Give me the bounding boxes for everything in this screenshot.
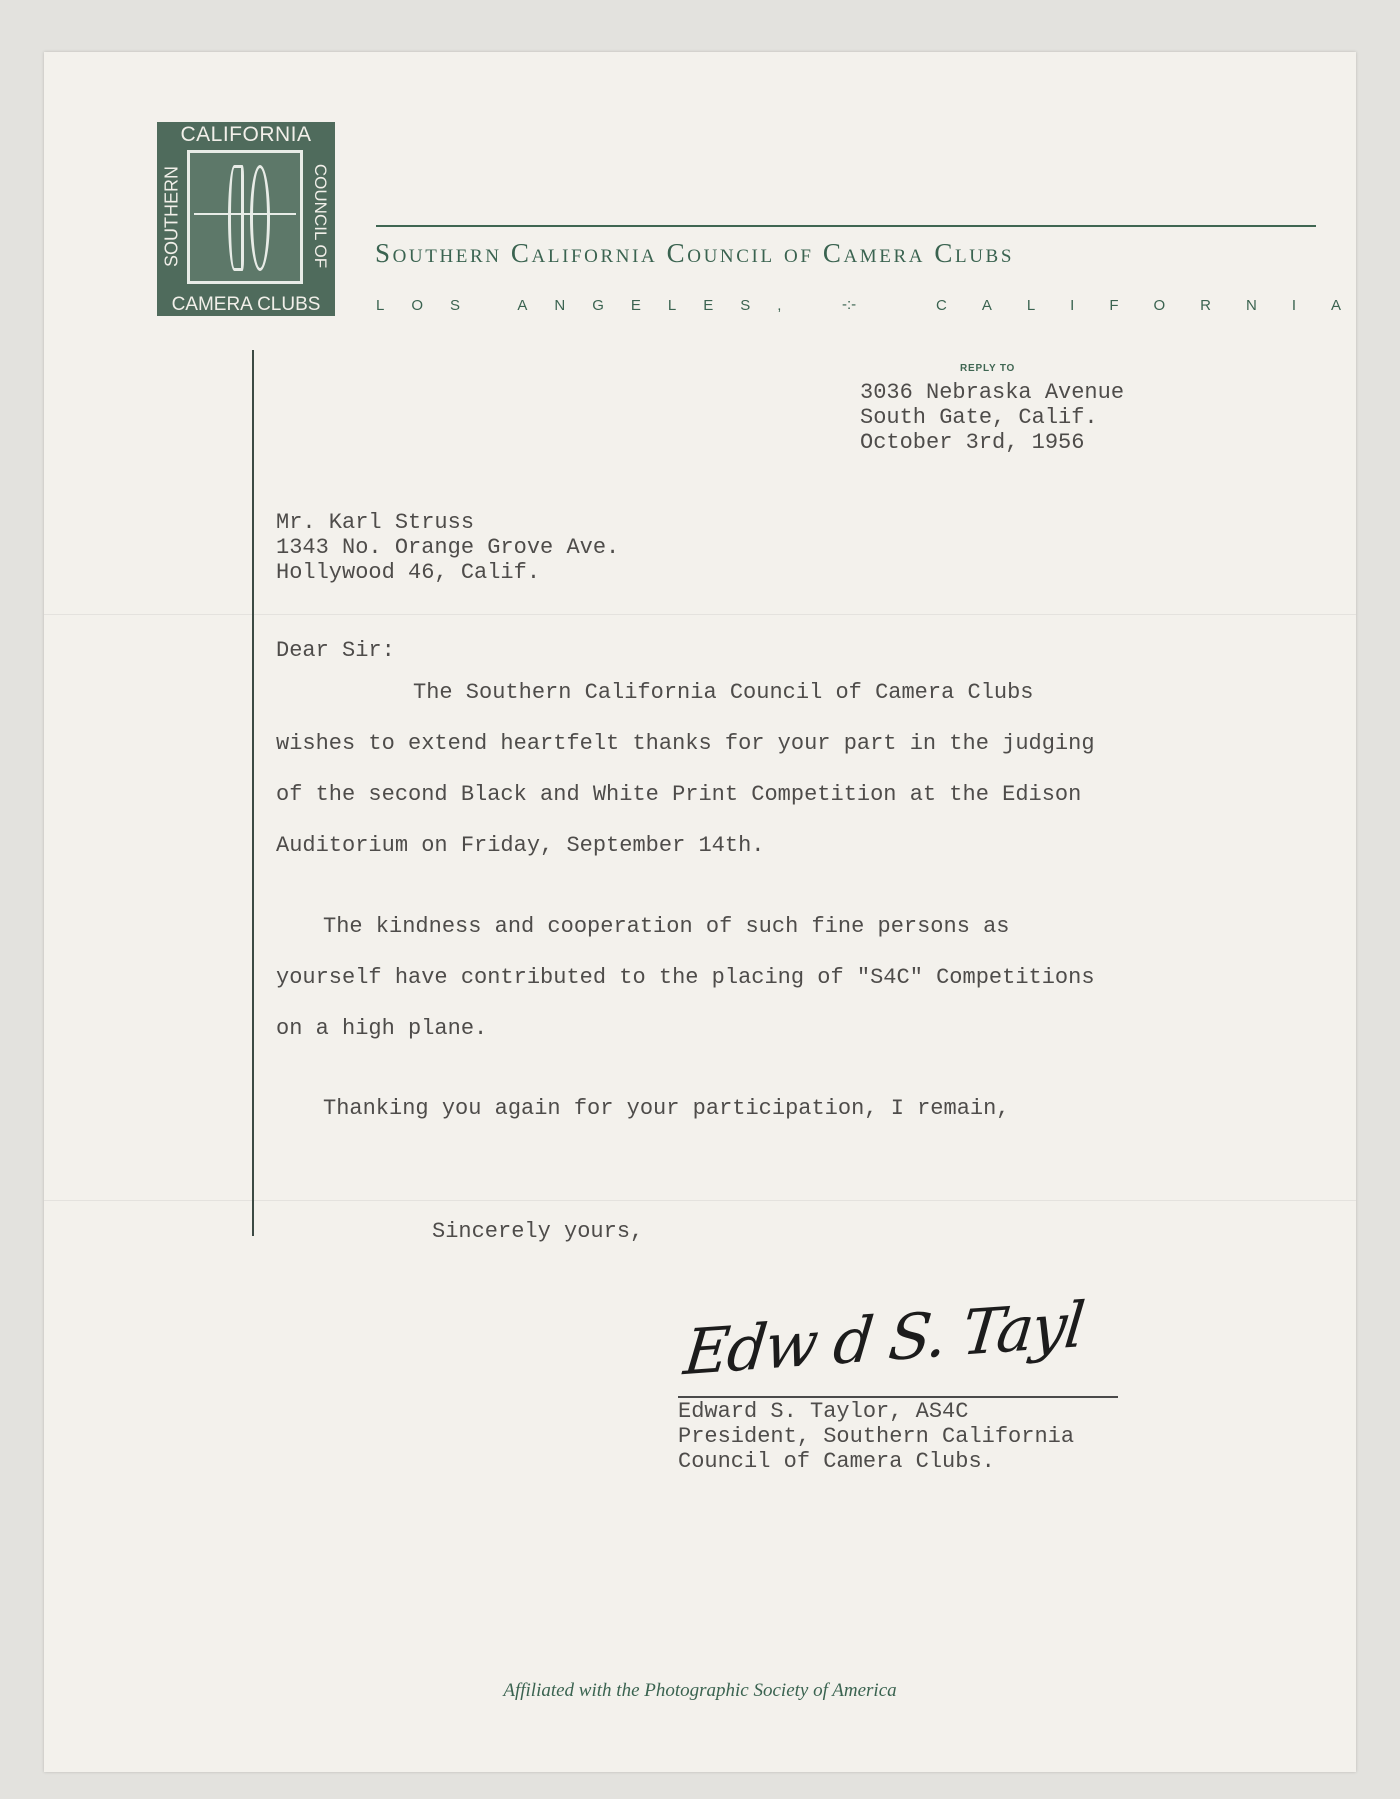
recipient-line: 1343 No. Orange Grove Ave.: [276, 535, 620, 560]
signature-line: [678, 1396, 1118, 1398]
logo-text-bottom: CAMERA CLUBS: [171, 294, 321, 315]
body-line: Auditorium on Friday, September 14th.: [276, 833, 765, 858]
reply-to-label: REPLY TO: [960, 363, 1016, 374]
logo-lens-icon: [187, 150, 303, 284]
body-line: on a high plane.: [276, 1016, 488, 1041]
recipient-line: Mr. Karl Struss: [276, 510, 475, 535]
handwritten-signature: Edw d S. Tayl: [680, 1287, 1087, 1390]
body-line: wishes to extend heartfelt thanks for your part in the judging: [276, 731, 1095, 756]
organization-name: Southern California Council of Camera Clubs: [375, 238, 1014, 268]
footer-affiliation: Affiliated with the Photographic Society of America: [503, 1680, 897, 1701]
sender-address: [860, 380, 1124, 455]
body-line: yourself have contributed to the placing of "S4C" Competitions: [276, 965, 1095, 990]
letter-sheet: [44, 52, 1377, 1772]
body-paragraph-1: [276, 667, 1095, 871]
letter-date: October 3rd, 1956: [860, 430, 1085, 455]
logo-text-right: COUNCIL OF: [311, 163, 330, 269]
signer-org: Council of Camera Clubs.: [678, 1449, 995, 1474]
sender-line: South Gate, Calif.: [860, 405, 1098, 430]
sender-line: 3036 Nebraska Avenue: [860, 380, 1125, 405]
recipient-line: Hollywood 46, Calif.: [276, 560, 541, 585]
logo-text-top: CALIFORNIA: [180, 123, 312, 146]
signature-block: [678, 1399, 1074, 1474]
signer-title: President, Southern California: [678, 1424, 1075, 1449]
club-logo: [157, 122, 335, 316]
logo-text-left: SOUTHERN: [161, 166, 182, 268]
letterhead-rule: [376, 225, 1316, 227]
fold-crease: [44, 614, 1356, 615]
body-line: The Southern California Council of Camera Clubs: [413, 680, 1034, 705]
margin-rule: [252, 350, 254, 1236]
closing: Sincerely yours,: [432, 1219, 644, 1244]
letterhead-state: CALIFORNIA: [936, 297, 1377, 314]
fold-crease: [44, 1200, 1356, 1201]
letterhead-separator: -:-: [842, 296, 857, 313]
letterhead-city: LOS ANGELES,: [376, 297, 809, 314]
recipient-address: [276, 510, 619, 585]
salutation: Dear Sir:: [276, 638, 395, 663]
body-line: of the second Black and White Print Competition at the Edison: [276, 782, 1082, 807]
body-line: The kindness and cooperation of such fine persons as: [323, 914, 1010, 939]
signer-name: Edward S. Taylor, AS4C: [678, 1399, 969, 1424]
body-paragraph-3: Thanking you again for your participation, I remain,: [323, 1096, 1010, 1121]
body-paragraph-2: [276, 901, 1095, 1054]
